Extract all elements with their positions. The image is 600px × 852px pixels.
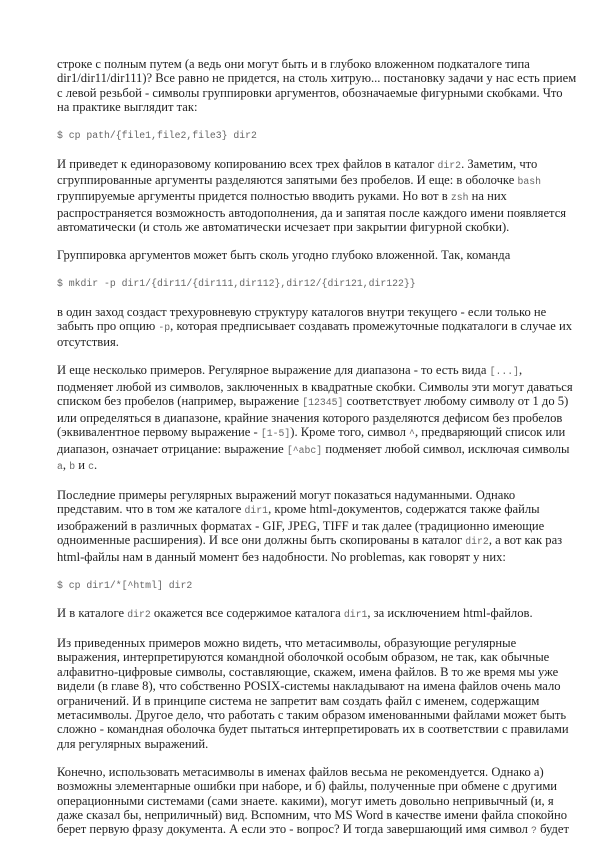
text-segment: Группировка аргументов может быть сколь угодно глубоко вложенной. Так, команда: [57, 248, 511, 263]
paragraph: [57, 57, 577, 115]
inline-code: c: [88, 460, 95, 472]
text-segment: и: [75, 457, 89, 472]
text-segment: подменяет любой из символов, заключенных в квадратные скобки. Символы эти могут даваться: [57, 379, 573, 394]
text-segment: . Заметим, что: [461, 156, 538, 171]
document-page: [57, 57, 577, 852]
text-segment: dir1/dir11/dir111)? Все равно не придется, на столь хитрую... постановку задачи у нас есть прием: [57, 71, 577, 86]
text-segment: или определяться в диапазоне, крайние значения которого разделяются дефисом без пробелов: [57, 410, 563, 425]
text-segment: , которая предписывает создавать промежуточные подкаталоги в случае их: [170, 319, 573, 334]
text-segment: окажется все содержимое каталога: [150, 605, 344, 620]
paragraph: [57, 248, 577, 262]
inline-code: dir2: [465, 536, 489, 548]
text-segment: Последние примеры регулярных выражений могут показаться надуманными. Однако: [57, 487, 516, 502]
text-segment: Конечно, использовать метасимволы в именах файлов весьма не рекомендуется. Однако а): [57, 764, 544, 779]
text-segment: , а вот как раз: [488, 533, 563, 548]
inline-code: [^abc]: [286, 444, 323, 456]
text-segment: будет: [536, 822, 570, 837]
text-segment: метасимволы. Другое дело, что работать с таким образом именованными файлами может быть: [57, 707, 567, 722]
inline-code: [...]: [489, 366, 519, 378]
code-block: $ mkdir -p dir1/{dir11/{dir111,dir112},dir12/{dir121,dir122}}: [57, 278, 416, 290]
text-line: [57, 650, 577, 664]
text-line: [57, 248, 577, 262]
text-line: [57, 380, 577, 394]
text-line: [57, 394, 577, 410]
text-segment: , кроме html-документов, содержатся также файлы: [268, 502, 540, 517]
text-segment: одноименные расширения). И все они должны быть скопированы в каталог: [57, 533, 466, 548]
text-line: [57, 550, 577, 564]
text-segment: (эквивалентное первому выражение -: [57, 425, 261, 440]
paragraph: [57, 606, 577, 622]
text-segment: операционными системами (сами знаете. какими), могут иметь довольно непривычный (и, я: [57, 793, 554, 808]
paragraph: [57, 363, 577, 474]
text-segment: ,: [518, 363, 523, 378]
text-line: [57, 694, 577, 708]
text-line: [57, 606, 577, 622]
code-block: $ cp path/{file1,file2,file3} dir2: [57, 130, 257, 142]
text-line: [57, 100, 577, 114]
text-line: [57, 519, 577, 533]
text-segment: Из приведенных примеров можно видеть, что метасимволы, образующие регулярные: [57, 635, 517, 650]
text-segment: ограничений. И в принципе система не запретит вам создать файл с именем, содержащим: [57, 693, 540, 708]
text-line: [57, 737, 577, 751]
text-line: [57, 220, 577, 234]
text-segment: подменяет любой символ, исключая символы: [322, 441, 570, 456]
text-segment: И в каталоге: [57, 605, 128, 620]
text-segment: сгруппированные аргументы разделяются запятыми без пробелов. И еще: в оболочке: [57, 173, 518, 188]
text-line: [57, 488, 577, 502]
text-segment: , за исключением html-файлов.: [367, 605, 533, 620]
text-segment: списком без пробелов (например, выражение: [57, 394, 303, 409]
text-line: [57, 679, 577, 693]
inline-code: a: [57, 460, 63, 472]
text-line: [57, 636, 577, 650]
text-line: [57, 722, 577, 736]
inline-code: zsh: [450, 192, 469, 204]
text-segment: в один заход создаст трехуровневую структуру каталогов внутри текущего - если только не: [57, 304, 547, 319]
text-line: [57, 57, 577, 71]
text-segment: даже сказал бы, неприличный) вид. Вспомним, что MS Word в качестве имени файла спокойно: [57, 808, 568, 822]
text-segment: И еще несколько примеров. Регулярное выражение для диапазона - то есть вида: [57, 363, 490, 378]
text-line: [57, 206, 577, 220]
text-segment: распространяется возможность автодополнения, да и запятая после каждого имени появляется: [57, 205, 567, 220]
text-line: [57, 305, 577, 319]
inline-code: dir1: [343, 608, 368, 620]
text-line: [57, 189, 577, 205]
text-segment: на них: [468, 189, 507, 204]
text-segment: с левой резьбой - символы группировки аргументов, обозначаемые фигурными скобками. Что: [57, 85, 563, 100]
inline-code: dir2: [437, 159, 462, 171]
inline-code: dir2: [127, 608, 151, 620]
text-line: [57, 665, 577, 679]
text-segment: забыть про опцию: [57, 319, 159, 334]
text-line: [57, 533, 577, 549]
text-line: [57, 71, 577, 85]
inline-code: bash: [517, 176, 541, 188]
paragraph: [57, 636, 577, 751]
text-segment: И приведет к единоразовому копированию всех трех файлов в каталог: [57, 156, 438, 171]
text-segment: изображений в различных форматах - GIF, JPEG, TIFF и так далее (традиционно имеющие: [57, 518, 545, 533]
text-segment: ). Кроме того, символ: [290, 425, 410, 440]
code-block: $ cp dir1/*[^html] dir2: [57, 579, 193, 591]
paragraph: [57, 157, 577, 235]
text-line: [57, 86, 577, 100]
text-segment: алфавитно-цифровые символы, составляющие, скажем, имена файлов. В то же время мы уже: [57, 664, 559, 679]
text-segment: .: [94, 457, 98, 472]
text-segment: html-файлы нам в данный момент без надобности. No problemas, как говорят у них:: [57, 549, 506, 564]
text-segment: группируемые аргументы придется полностью вводить руками. Но вот в: [57, 189, 451, 204]
text-line: [57, 319, 577, 335]
text-line: [57, 411, 577, 425]
text-line: [57, 502, 577, 518]
text-line: [57, 458, 577, 474]
paragraph: [57, 305, 577, 350]
text-segment: на практике выглядит так:: [57, 100, 198, 115]
text-segment: строке с полным путем (а ведь они могут быть и в глубоко вложенном подкаталоге типа: [57, 57, 530, 71]
inline-code: ^: [409, 428, 415, 440]
text-segment: ,: [62, 457, 70, 472]
text-line: [57, 173, 577, 189]
text-line: [57, 808, 577, 822]
text-segment: автоматически (и столь же автоматически исчезает при закрытии фигурной скобки).: [57, 220, 510, 235]
text-segment: берет первую фразу документа. А если это - вопрос? И тогда завершающий имя символ: [57, 822, 532, 837]
text-segment: диапазон, означает отрицание: выражение: [57, 441, 287, 456]
text-line: [57, 822, 577, 838]
text-line: [57, 779, 577, 793]
paragraph: [57, 488, 577, 564]
text-segment: представим. что в том же каталоге: [57, 502, 245, 517]
text-segment: соответствует любому символу от 1 до 5): [343, 394, 569, 409]
text-segment: сложно - командная оболочка будет пытаться интерпретировать их в соответствии с правилами: [57, 722, 569, 737]
inline-code: ?: [531, 825, 537, 837]
text-line: [57, 794, 577, 808]
inline-code: -p: [158, 322, 171, 334]
text-line: [57, 708, 577, 722]
text-line: [57, 425, 577, 441]
text-segment: возможны элементарные ошибки при наборе, и б) файлы, полученные при обмене с другими: [57, 779, 558, 794]
inline-code: [12345]: [302, 397, 344, 409]
text-line: [57, 442, 577, 458]
text-line: [57, 157, 577, 173]
inline-code: dir1: [244, 505, 269, 517]
text-segment: выражения, интерпретируются командной оболочкой особым образом, не так, как обычные: [57, 650, 550, 665]
text-line: [57, 363, 577, 379]
text-segment: отсутствия.: [57, 335, 119, 350]
text-line: [57, 765, 577, 779]
text-segment: , предваряющий список или: [414, 425, 566, 440]
paragraph: [57, 765, 577, 839]
text-segment: для регулярных выражений.: [57, 736, 209, 751]
inline-code: [1-5]: [260, 428, 291, 440]
inline-code: b: [69, 460, 76, 472]
text-line: [57, 335, 577, 349]
text-segment: видели (в главе 8), что собственно POSIX-системы накладывают на имена файлов очень мало: [57, 679, 561, 694]
